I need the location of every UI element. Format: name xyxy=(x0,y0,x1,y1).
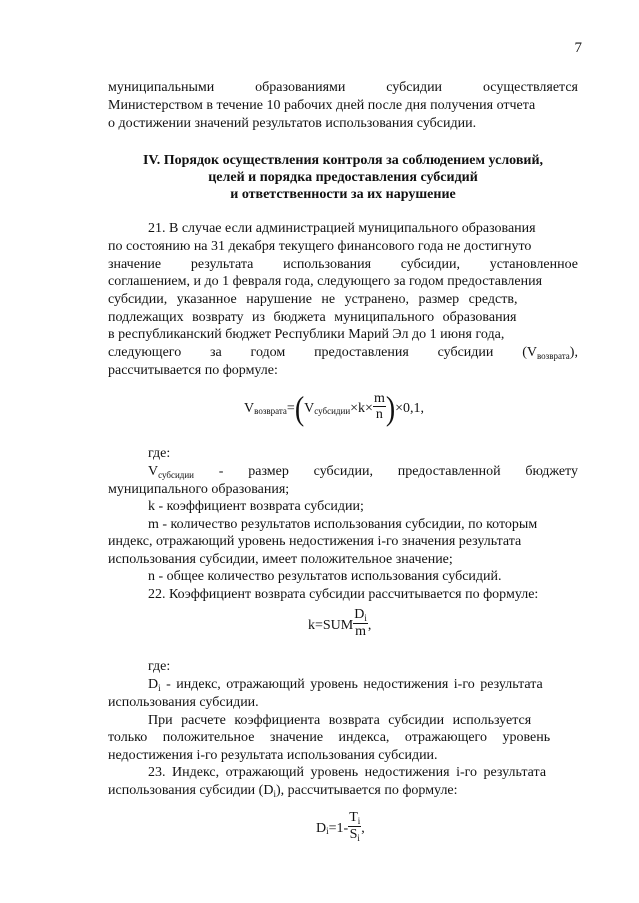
fraction-ti-si: $\frac{T_i}{S_i}$ xyxy=(349,809,361,843)
formula-k: k=SUM $\frac{D_i}{m}$ , xyxy=(308,607,372,639)
p21-line-4: соглашением, и до 1 февраля года, следующего за годом предоставления xyxy=(108,274,543,289)
where-label-2: где: xyxy=(148,659,171,674)
p21-word: предоставления xyxy=(314,345,409,360)
intro-word: осуществляется xyxy=(482,80,578,95)
p21-line-5: субсидии, указанное нарушение не устранено, размер средств, xyxy=(108,292,518,307)
fraction-di-m: $\frac{D_i}{m}$ xyxy=(354,607,367,639)
p21-line-1: 21. В случае если администрацией муниципального образования xyxy=(148,221,536,236)
m-line-3: использования субсидии, имеет положительное значение; xyxy=(108,552,453,567)
d-line-1: $D_i$ - индекс, отражающий уровень недостижения i-го результата xyxy=(148,677,543,693)
m-line-2: индекс, отражающий уровень недостижения i-го значения результата xyxy=(108,534,522,549)
p21-word: субсидии, xyxy=(400,257,461,272)
section-title-line-3: и ответственности за их нарушение xyxy=(230,187,456,202)
p21-word: установленное xyxy=(489,257,578,272)
p23-line-1: 23. Индекс, отражающий уровень недостижения i-го результата xyxy=(148,765,547,780)
intro-word: субсидии xyxy=(386,80,443,95)
p21-line-2: по состоянию на 31 декабря текущего финансового года не достигнуто xyxy=(108,239,532,254)
d-line-2: использования субсидии. xyxy=(108,695,259,710)
v-subsidy-line-2: муниципального образования; xyxy=(108,482,290,497)
intro-word: муниципальными xyxy=(108,80,215,95)
intro-line-1 xyxy=(108,79,578,96)
p21-line-7: в республиканский бюджет Республики Марий Эл до 1 июня года, xyxy=(108,327,505,342)
p21-v-return: $(V_{возврата})$, xyxy=(522,345,578,361)
fraction-m-n: $\frac{m}{n}$ xyxy=(373,390,385,422)
p21-line-8 xyxy=(108,344,578,362)
page-number: 7 xyxy=(574,40,582,56)
section-title-line-2: целей и порядка предоставления субсидий xyxy=(208,170,478,185)
k-line: k - коэффициент возврата субсидии; xyxy=(148,499,364,514)
calc-line-2: только положительное значение индекса, отражающего уровень xyxy=(108,730,551,745)
intro-line-2: Министерством в течение 10 рабочих дней после дня получения отчета xyxy=(108,98,536,113)
intro-line-3: о достижении значений результатов использования субсидии. xyxy=(108,116,477,131)
where-label-1: где: xyxy=(148,446,171,461)
p21-word: результата xyxy=(190,257,254,272)
n-line: n - общее количество результатов использования субсидий. xyxy=(148,569,502,584)
formula-di: D i =1- $\frac{T_i}{S_i}$ , xyxy=(316,809,365,843)
p22-line-1: 22. Коэффициент возврата субсидии рассчитывается по формуле: xyxy=(148,587,539,602)
m-line-1: m - количество результатов использования субсидии, по которым xyxy=(148,517,538,532)
calc-line-1: При расчете коэффициента возврата субсидии используется xyxy=(148,713,532,728)
v-subsidy-line: $V_{субсидии}$ - размер субсидии, предоставленной бюджету xyxy=(148,464,578,480)
p21-line-9: рассчитывается по формуле: xyxy=(108,363,278,378)
p21-word: годом xyxy=(250,345,286,360)
calc-line-3: недостижения i-го результата использования субсидии. xyxy=(108,748,438,763)
p21-word: использования xyxy=(283,257,372,272)
section-title-line-1: IV. Порядок осуществления контроля за соблюдением условий, xyxy=(142,153,544,168)
p21-word: за xyxy=(210,345,222,360)
p21-word: субсидии xyxy=(437,345,494,360)
p23-line-2: использования субсидии $(D_i)$, рассчитывается по формуле: xyxy=(108,783,458,799)
p21-line-3 xyxy=(108,256,578,273)
p21-word: следующего xyxy=(108,345,182,360)
p21-word: значение xyxy=(108,257,162,272)
formula-v-return: V возврата = ( V субсидии ×k× $\frac{m}{n}$ ) ×0,1, xyxy=(244,390,425,428)
intro-word: образованиями xyxy=(255,80,346,95)
p21-line-6: подлежащих возврату из бюджета муниципального образования xyxy=(108,310,517,325)
